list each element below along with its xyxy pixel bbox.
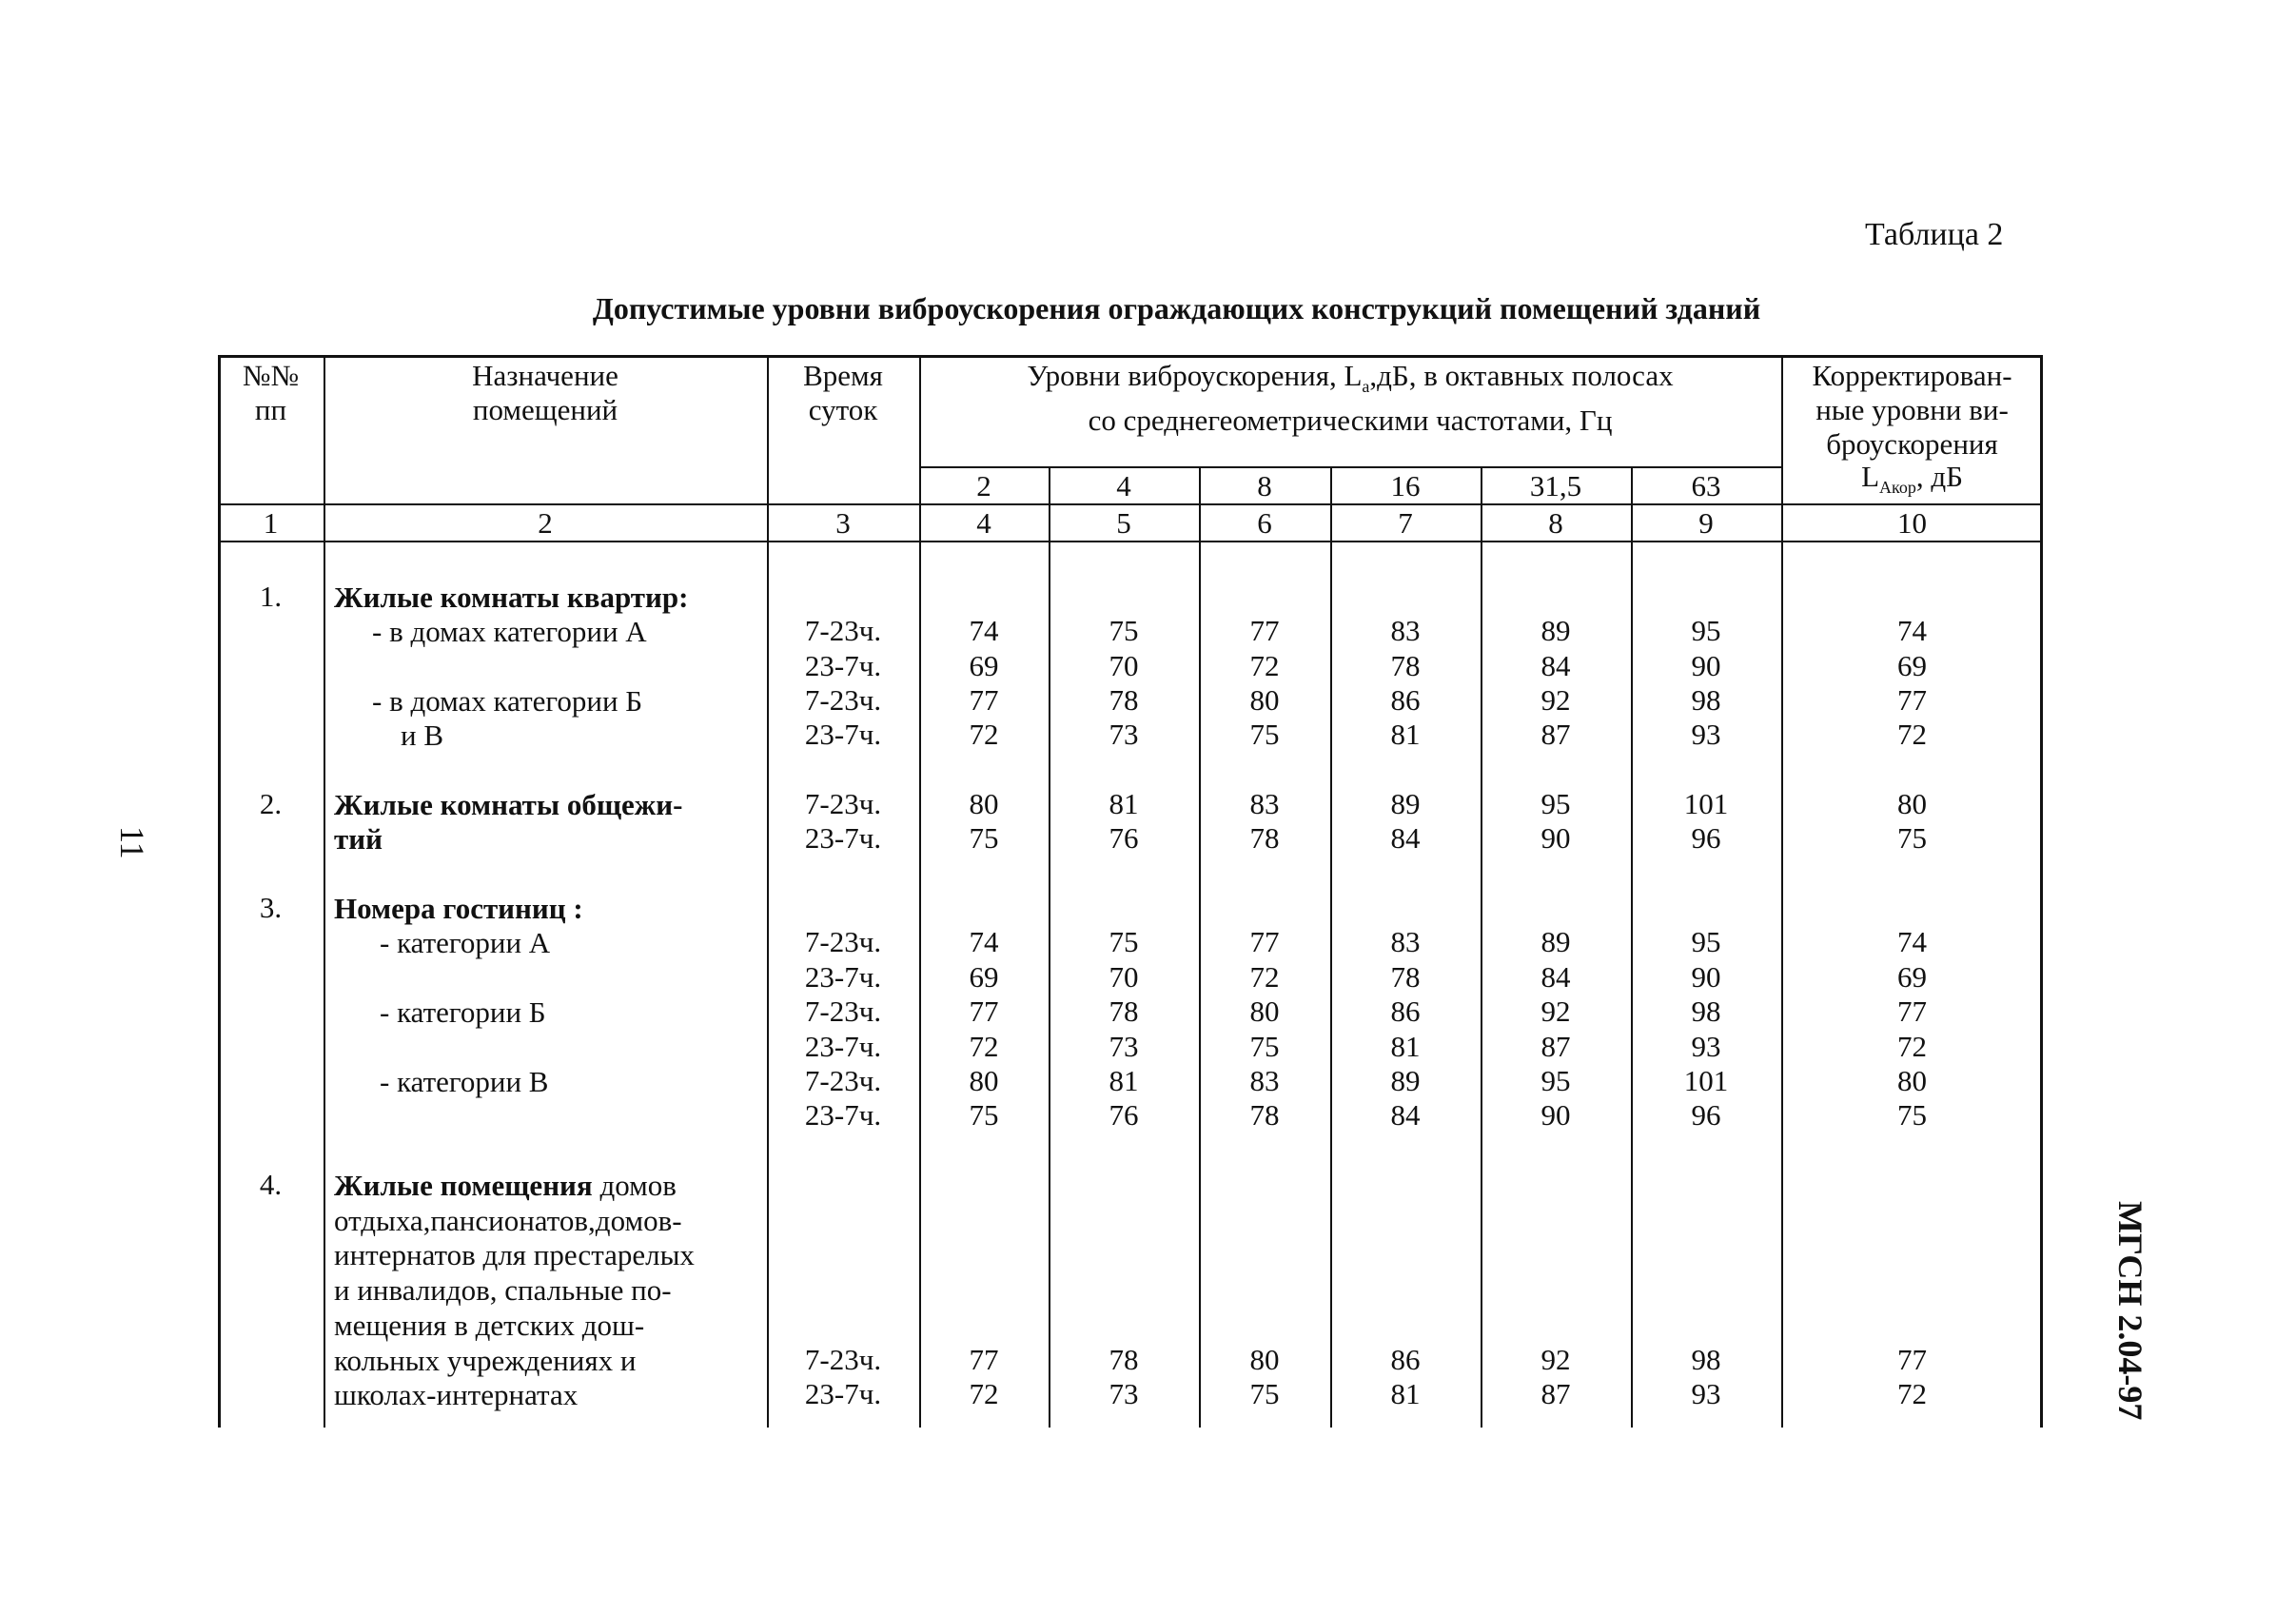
level-value: 73 [1109,718,1139,751]
vibration-table [218,355,2043,1428]
corrected-level: 77 [1897,683,1927,717]
time-of-day: 23-7ч. [804,1098,882,1132]
level-value: 80 [1249,995,1280,1028]
header-levels: Уровни виброускорения, $L_а,дБ$, в октавных полосах со среднегеометрическими частотами, Гц [1027,359,1674,438]
row-label: - категории А [380,926,551,959]
level-value: 78 [1109,1343,1139,1376]
row-title: Жилые комнаты квартир: [334,581,689,614]
corrected-level: 69 [1897,649,1927,682]
time-of-day: 7-23ч. [804,995,882,1028]
header-no: №№ пп [242,359,300,426]
level-value: 75 [969,821,999,855]
corrected-level: 69 [1897,960,1927,994]
level-value: 76 [1109,1098,1139,1132]
level-value: 98 [1691,995,1721,1028]
row-title: тий [334,822,383,856]
level-value: 92 [1540,683,1571,717]
level-value: 93 [1691,718,1721,751]
level-value: 77 [1249,614,1280,647]
level-value: 75 [969,1098,999,1132]
row-label: мещения в детских дош- [334,1309,645,1342]
level-value: 73 [1109,1030,1139,1063]
frequency-label: 31,5 [1529,469,1582,502]
time-of-day: 7-23ч. [804,683,882,717]
header-corrected: Корректирован- ные уровни ви- броускорения $L_{Акор}$, дБ [1812,359,2012,498]
level-value: 72 [1249,960,1280,994]
level-value: 77 [969,1343,999,1376]
level-value: 72 [969,718,999,751]
level-value: 78 [1109,683,1139,717]
column-number: 1 [263,506,279,540]
level-value: 75 [1249,718,1280,751]
row-label: отдыха,пансионатов,домов- [334,1204,682,1237]
header-purpose: Назначение помещений [472,359,618,426]
level-value: 72 [1249,649,1280,682]
column-number: 5 [1116,506,1131,540]
frequency-label: 4 [1116,469,1131,502]
level-value: 76 [1109,821,1139,855]
document-code: МГСН 2.04-97 [2111,1201,2149,1421]
level-value: 93 [1691,1377,1721,1410]
corrected-level: 74 [1897,614,1927,647]
column-number: 10 [1897,506,1927,540]
header-bottom-line [218,503,2043,505]
level-value: 90 [1540,821,1571,855]
column-number: 4 [976,506,991,540]
level-value: 78 [1390,649,1421,682]
level-value: 78 [1249,821,1280,855]
row-label: - в домах категории Б [372,684,643,718]
table-title: Допустимые уровни виброускорения ограждающих конструкций помещений зданий [592,291,1761,325]
level-value: 80 [1249,1343,1280,1376]
row-title: Номера гостиниц : [334,892,583,925]
row-number: 4. [259,1168,283,1201]
corrected-level: 80 [1897,787,1927,820]
time-of-day: 23-7ч. [804,1030,882,1063]
freq-header-line [919,466,1781,468]
level-value: 69 [969,649,999,682]
level-value: 74 [969,614,999,647]
level-value: 92 [1540,1343,1571,1376]
level-value: 89 [1390,1064,1421,1097]
time-of-day: 7-23ч. [804,1343,882,1376]
level-value: 95 [1691,925,1721,958]
level-value: 69 [969,960,999,994]
row-label: кольных учреждениях и [334,1344,637,1377]
row-title: Жилые помещения домов [334,1169,677,1202]
corrected-level: 72 [1897,1030,1927,1063]
level-value: 86 [1390,995,1421,1028]
row-number: 1. [259,580,283,613]
column-number: 6 [1257,506,1272,540]
level-value: 70 [1109,960,1139,994]
level-value: 86 [1390,683,1421,717]
row-label: и инвалидов, спальные по- [334,1273,672,1307]
level-value: 90 [1540,1098,1571,1132]
level-value: 81 [1109,1064,1139,1097]
row-title: Жилые комнаты общежи- [334,788,683,821]
corrected-level: 74 [1897,925,1927,958]
header-time: Время суток [803,359,883,426]
level-value: 72 [969,1030,999,1063]
row-label: интернатов для престарелых [334,1238,695,1271]
level-value: 75 [1109,614,1139,647]
time-of-day: 23-7ч. [804,821,882,855]
level-value: 101 [1683,1064,1729,1097]
time-of-day: 7-23ч. [804,787,882,820]
time-of-day: 23-7ч. [804,1377,882,1410]
level-value: 87 [1540,1377,1571,1410]
table-label: Таблица 2 [1865,217,2004,252]
time-of-day: 7-23ч. [804,614,882,647]
level-value: 81 [1390,1030,1421,1063]
level-value: 84 [1390,1098,1421,1132]
row-title-rest: домов [592,1169,677,1202]
level-value: 77 [969,683,999,717]
level-value: 93 [1691,1030,1721,1063]
level-value: 96 [1691,1098,1721,1132]
corrected-level: 72 [1897,1377,1927,1410]
level-value: 89 [1540,925,1571,958]
level-value: 80 [969,787,999,820]
level-value: 70 [1109,649,1139,682]
corrected-level: 77 [1897,1343,1927,1376]
level-value: 95 [1540,787,1571,820]
level-value: 83 [1390,614,1421,647]
row-number: 2. [259,787,283,820]
corrected-level: 75 [1897,1098,1927,1132]
time-of-day: 7-23ч. [804,925,882,958]
column-number: 2 [538,506,553,540]
corrected-level: 75 [1897,821,1927,855]
level-value: 86 [1390,1343,1421,1376]
row-label: школах-интернатах [334,1378,579,1411]
page-number: 11 [113,826,151,859]
frequency-label: 63 [1691,469,1721,502]
corrected-level: 80 [1897,1064,1927,1097]
level-value: 101 [1683,787,1729,820]
level-value: 83 [1249,1064,1280,1097]
level-value: 75 [1109,925,1139,958]
column-number: 7 [1398,506,1413,540]
level-value: 96 [1691,821,1721,855]
frequency-label: 8 [1257,469,1272,502]
time-of-day: 7-23ч. [804,1064,882,1097]
level-value: 90 [1691,960,1721,994]
col-number-line [218,541,2043,542]
level-value: 95 [1540,1064,1571,1097]
corrected-level: 72 [1897,718,1927,751]
level-value: 75 [1249,1377,1280,1410]
level-value: 89 [1540,614,1571,647]
time-of-day: 23-7ч. [804,649,882,682]
time-of-day: 23-7ч. [804,718,882,751]
level-value: 75 [1249,1030,1280,1063]
column-number: 9 [1698,506,1714,540]
level-value: 95 [1691,614,1721,647]
level-value: 73 [1109,1377,1139,1410]
frequency-label: 16 [1390,469,1421,502]
level-value: 81 [1109,787,1139,820]
row-label: - категории В [380,1065,549,1098]
row-label: - категории Б [380,995,546,1029]
corrected-level: 77 [1897,995,1927,1028]
level-value: 84 [1540,960,1571,994]
level-value: 81 [1390,1377,1421,1410]
level-value: 83 [1249,787,1280,820]
level-value: 77 [1249,925,1280,958]
level-value: 84 [1390,821,1421,855]
level-value: 78 [1109,995,1139,1028]
level-value: 84 [1540,649,1571,682]
level-value: 87 [1540,1030,1571,1063]
level-value: 90 [1691,649,1721,682]
level-value: 80 [969,1064,999,1097]
level-value: 83 [1390,925,1421,958]
row-label: - в домах категории А [372,615,647,648]
level-value: 98 [1691,683,1721,717]
level-value: 74 [969,925,999,958]
level-value: 87 [1540,718,1571,751]
level-value: 98 [1691,1343,1721,1376]
column-number: 8 [1548,506,1563,540]
row-number: 3. [259,891,283,924]
level-value: 77 [969,995,999,1028]
level-value: 78 [1249,1098,1280,1132]
column-number: 3 [835,506,851,540]
level-value: 92 [1540,995,1571,1028]
level-value: 72 [969,1377,999,1410]
level-value: 78 [1390,960,1421,994]
frequency-label: 2 [976,469,991,502]
level-value: 80 [1249,683,1280,717]
level-value: 81 [1390,718,1421,751]
row-label: и В [401,719,444,752]
time-of-day: 23-7ч. [804,960,882,994]
level-value: 89 [1390,787,1421,820]
